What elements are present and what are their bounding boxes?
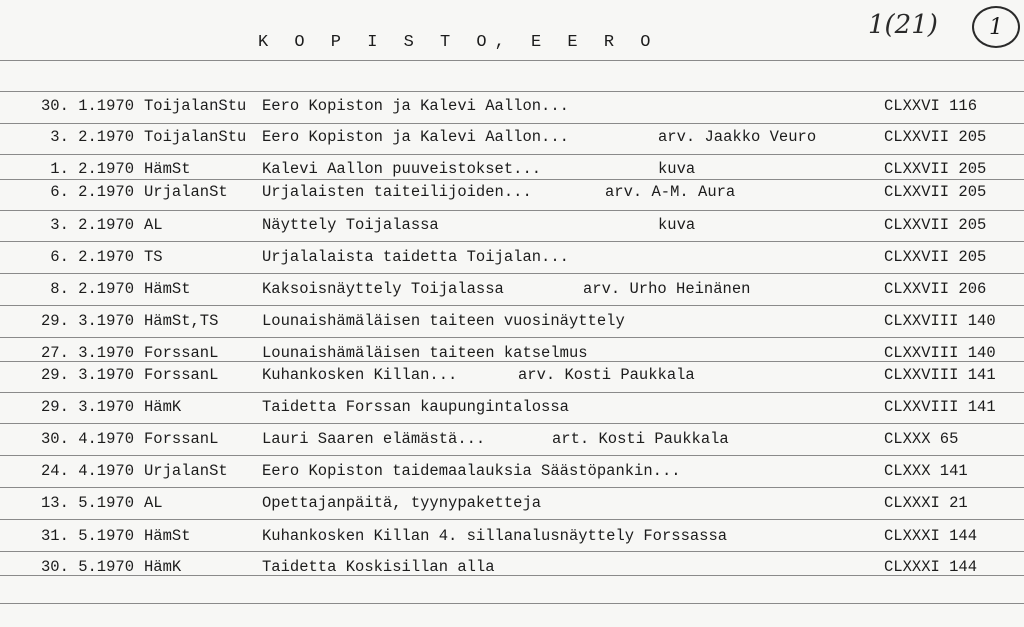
entry-source: ForssanL	[144, 430, 219, 448]
entry-note: arv. A-M. Aura	[605, 183, 736, 201]
entry-date: 6. 2.1970	[50, 248, 134, 266]
entry-reference: CLXXVI 116	[884, 97, 978, 115]
table-row	[0, 430, 1024, 450]
entry-source: ForssanL	[144, 366, 219, 384]
entry-description: Kuhankosken Killan 4. sillanalusnäyttely Forssassa	[262, 527, 728, 545]
entry-source: HämK	[144, 398, 182, 416]
rule-line	[0, 60, 1024, 61]
table-row	[0, 97, 1024, 117]
entry-source: UrjalanSt	[144, 183, 228, 201]
rule-line	[0, 519, 1024, 520]
table-row	[0, 280, 1024, 300]
entry-date: 24. 4.1970	[40, 462, 134, 480]
entry-date: 1. 2.1970	[50, 160, 134, 178]
entry-date: 3. 2.1970	[50, 128, 134, 146]
rule-line	[0, 241, 1024, 242]
card-title: K O P I S T O, E E R O	[258, 33, 659, 52]
table-row	[0, 527, 1024, 547]
table-row	[0, 494, 1024, 514]
entry-date: 29. 3.1970	[40, 398, 134, 416]
entry-date: 8. 2.1970	[50, 280, 134, 298]
table-row	[0, 344, 1024, 364]
rule-line	[0, 487, 1024, 488]
entry-note: arv. Urho Heinänen	[583, 280, 751, 298]
entry-source: HämSt	[144, 160, 191, 178]
entry-description: Lauri Saaren elämästä...	[262, 430, 486, 448]
entry-date: 3. 2.1970	[50, 216, 134, 234]
entry-source: AL	[144, 216, 163, 234]
entry-source: ForssanL	[144, 344, 219, 362]
entry-date: 27. 3.1970	[40, 344, 134, 362]
table-row	[0, 312, 1024, 332]
entry-source: UrjalanSt	[144, 462, 228, 480]
rule-line	[0, 603, 1024, 604]
entry-reference: CLXXVIII 141	[884, 398, 996, 416]
rule-line	[0, 423, 1024, 424]
entry-note: arv. Kosti Paukkala	[518, 366, 695, 384]
card-reference-number: 1(21)	[868, 10, 938, 40]
entry-description: Eero Kopiston taidemaalauksia Säästöpankin...	[262, 462, 681, 480]
table-row	[0, 128, 1024, 148]
table-row	[0, 248, 1024, 268]
entry-date: 30. 4.1970	[40, 430, 134, 448]
entry-note: art. Kosti Paukkala	[552, 430, 729, 448]
rule-line	[0, 305, 1024, 306]
entry-reference: CLXXVII 205	[884, 216, 987, 234]
entry-source: TS	[144, 248, 163, 266]
entry-description: Kalevi Aallon puuveistokset...	[262, 160, 542, 178]
entry-description: Taidetta Koskisillan alla	[262, 558, 495, 576]
rule-line	[0, 273, 1024, 274]
entry-reference: CLXXVIII 140	[884, 312, 996, 330]
entry-reference: CLXXVII 206	[884, 280, 987, 298]
entry-reference: CLXXVII 205	[884, 128, 987, 146]
table-row	[0, 160, 1024, 180]
entry-reference: CLXXVII 205	[884, 160, 987, 178]
entry-reference: CLXXX 141	[884, 462, 968, 480]
entry-source: HämK	[144, 558, 182, 576]
entry-date: 29. 3.1970	[40, 312, 134, 330]
circled-number-text: 1	[989, 14, 1003, 40]
entry-description: Eero Kopiston ja Kalevi Aallon...	[262, 97, 569, 115]
rule-line	[0, 337, 1024, 338]
rule-line	[0, 91, 1024, 92]
entry-description: Lounaishämäläisen taiteen katselmus	[262, 344, 588, 362]
entry-description: Näyttely Toijalassa	[262, 216, 439, 234]
entry-description: Urjalaisten taiteilijoiden...	[262, 183, 532, 201]
entry-reference: CLXXX 65	[884, 430, 959, 448]
entry-description: Urjalalaista taidetta Toijalan...	[262, 248, 569, 266]
entry-note: kuva	[658, 160, 696, 178]
table-row	[0, 216, 1024, 236]
entry-date: 6. 2.1970	[50, 183, 134, 201]
entry-date: 30. 1.1970	[40, 97, 134, 115]
entry-source: ToijalanStu	[144, 97, 247, 115]
entry-description: Taidetta Forssan kaupungintalossa	[262, 398, 569, 416]
table-row	[0, 398, 1024, 418]
circled-number	[972, 6, 1020, 48]
entry-reference: CLXXVII 205	[884, 183, 987, 201]
entry-date: 30. 5.1970	[40, 558, 134, 576]
rule-line	[0, 392, 1024, 393]
entry-description: Opettajanpäitä, tyynypaketteja	[262, 494, 542, 512]
entry-description: Lounaishämäläisen taiteen vuosinäyttely	[262, 312, 625, 330]
entry-note: kuva	[658, 216, 696, 234]
rule-line	[0, 210, 1024, 211]
entry-reference: CLXXVIII 141	[884, 366, 996, 384]
entry-date: 13. 5.1970	[40, 494, 134, 512]
entry-description: Kaksoisnäyttely Toijalassa	[262, 280, 504, 298]
rule-line	[0, 123, 1024, 124]
table-row	[0, 462, 1024, 482]
rule-line	[0, 551, 1024, 552]
entry-date: 31. 5.1970	[40, 527, 134, 545]
entry-note: arv. Jaakko Veuro	[658, 128, 817, 146]
entry-description: Kuhankosken Killan...	[262, 366, 458, 384]
entry-source: AL	[144, 494, 163, 512]
entry-source: HämSt	[144, 527, 191, 545]
entry-date: 29. 3.1970	[40, 366, 134, 384]
entry-reference: CLXXVII 205	[884, 248, 987, 266]
entry-reference: CLXXXI 144	[884, 558, 978, 576]
entry-source: HämSt	[144, 280, 191, 298]
table-row	[0, 366, 1024, 386]
entry-source: HämSt,TS	[144, 312, 219, 330]
table-row	[0, 183, 1024, 203]
entry-reference: CLXXVIII 140	[884, 344, 996, 362]
entry-source: ToijalanStu	[144, 128, 247, 146]
entry-reference: CLXXXI 144	[884, 527, 978, 545]
rule-line	[0, 455, 1024, 456]
table-row	[0, 558, 1024, 578]
rule-line	[0, 154, 1024, 155]
entry-description: Eero Kopiston ja Kalevi Aallon...	[262, 128, 569, 146]
entry-reference: CLXXXI 21	[884, 494, 968, 512]
